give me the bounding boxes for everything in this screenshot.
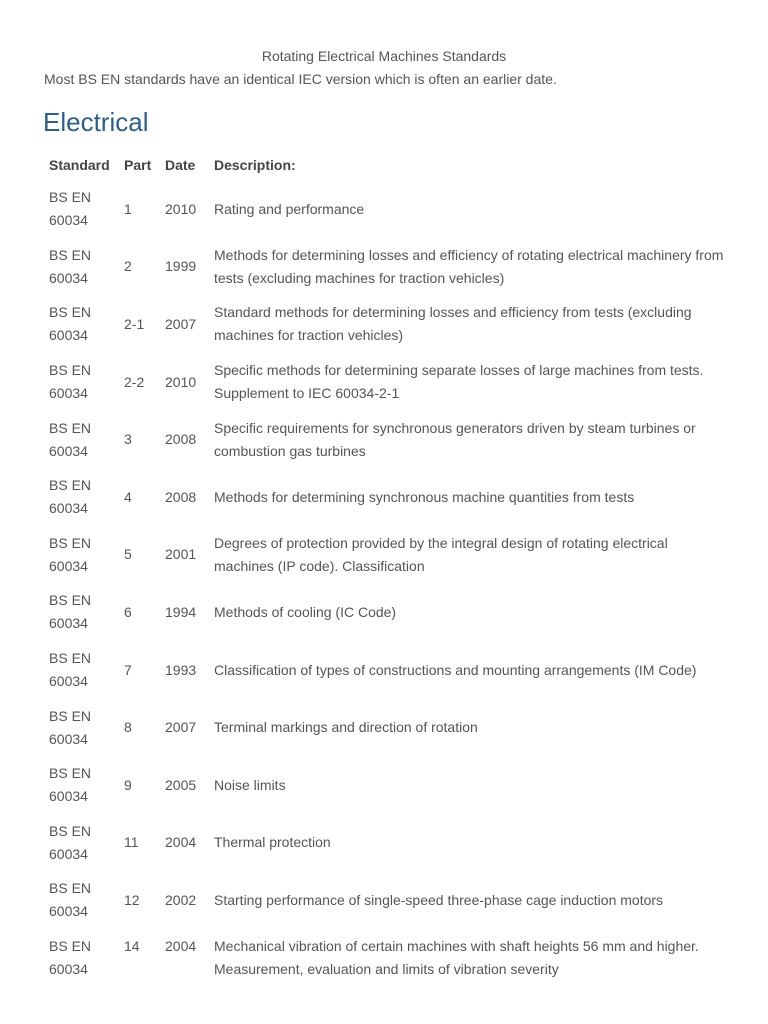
table-row [43,296,733,354]
cell-part: 12 [124,891,140,908]
cell-description: Thermal protection [214,834,331,851]
cell-description: Classification of types of constructions and mounting arrangements (IM Code) [214,661,697,678]
cell-description: Standard methods for determining losses and efficiency from tests (excluding machines for traction vehicles) [214,304,692,344]
cell-part: 2-1 [124,315,145,332]
cell-description: Rating and performance [214,200,365,217]
cell-date: 2010 [165,200,197,217]
cell-standard: BS EN 60034 [49,937,92,977]
column-header-date: Date [165,157,196,173]
cell-standard: BS EN 60034 [49,880,92,920]
cell-standard: BS EN 60034 [49,304,92,344]
cell-standard: BS EN 60034 [49,650,92,690]
cell-standard: BS EN 60034 [49,534,92,574]
table-row [43,642,733,700]
document-title: Rotating Electrical Machines Standards [261,48,507,64]
table-row [43,584,733,642]
cell-standard: BS EN 60034 [49,822,92,862]
cell-date: 2002 [165,891,197,908]
cell-date: 2007 [165,315,197,332]
table-row [43,469,733,527]
cell-description: Starting performance of single-speed three-phase cage induction motors [214,891,664,908]
cell-part: 2 [124,258,132,275]
standards-table [43,150,733,987]
table-row [43,815,733,873]
column-header-part: Part [124,157,152,173]
table-row [43,239,733,297]
cell-standard: BS EN 60034 [49,189,92,229]
cell-description: Mechanical vibration of certain machines with shaft heights 56 mm and higher. Measurement, evaluation and limits of vibration severity [214,937,699,977]
cell-description: Specific methods for determining separate losses of large machines from tests. Supplement to IEC 60034-2-1 [214,362,704,402]
table-row [43,699,733,757]
cell-standard: BS EN 60034 [49,707,92,747]
cell-date: 2008 [165,431,197,448]
cell-description: Methods for determining synchronous machine quantities from tests [214,488,635,505]
cell-date: 1994 [165,603,197,620]
cell-date: 2007 [165,719,197,736]
cell-part: 6 [124,603,132,620]
document-intro: Most BS EN standards have an identical IEC version which is often an earlier date. [44,71,557,87]
table-row [43,354,733,412]
table-row [43,527,733,585]
column-header-description: Description: [214,157,296,173]
cell-part: 4 [124,488,132,505]
cell-standard: BS EN 60034 [49,592,92,632]
table-header-row [43,150,733,181]
cell-standard: BS EN 60034 [49,246,92,286]
cell-date: 1993 [165,661,197,678]
cell-description: Noise limits [214,776,286,793]
cell-date: 2005 [165,776,197,793]
cell-part: 11 [124,834,139,851]
cell-description: Methods of cooling (IC Code) [214,603,397,620]
table-row [43,757,733,815]
cell-standard: BS EN 60034 [49,362,92,402]
table-row [43,930,733,988]
cell-part: 5 [124,546,132,563]
cell-part: 7 [124,661,132,678]
cell-description: Degrees of protection provided by the integral design of rotating electrical machines (IP code). Classification [214,534,668,574]
cell-part: 1 [124,200,132,217]
cell-description: Specific requirements for synchronous generators driven by steam turbines or combustion gas turbines [214,419,696,459]
cell-description: Terminal markings and direction of rotation [214,719,478,736]
cell-date: 2010 [165,373,197,390]
cell-date: 2004 [165,937,197,954]
cell-part: 9 [124,776,132,793]
cell-date: 2008 [165,488,197,505]
cell-description: Methods for determining losses and efficiency of rotating electrical machinery from tests (excluding machines for traction vehicles) [214,246,724,286]
table-row [43,411,733,469]
cell-part: 8 [124,719,132,736]
cell-standard: BS EN 60034 [49,477,92,517]
cell-date: 2001 [165,546,197,563]
cell-standard: BS EN 60034 [49,765,92,805]
table-row [43,181,733,239]
cell-part: 2-2 [124,373,145,390]
cell-part: 14 [124,937,140,954]
cell-date: 1999 [165,258,197,275]
cell-date: 2004 [165,834,197,851]
section-heading: Electrical [43,107,149,137]
cell-part: 3 [124,431,132,448]
table-row [43,872,733,930]
cell-standard: BS EN 60034 [49,419,92,459]
column-header-standard: Standard [49,157,110,173]
